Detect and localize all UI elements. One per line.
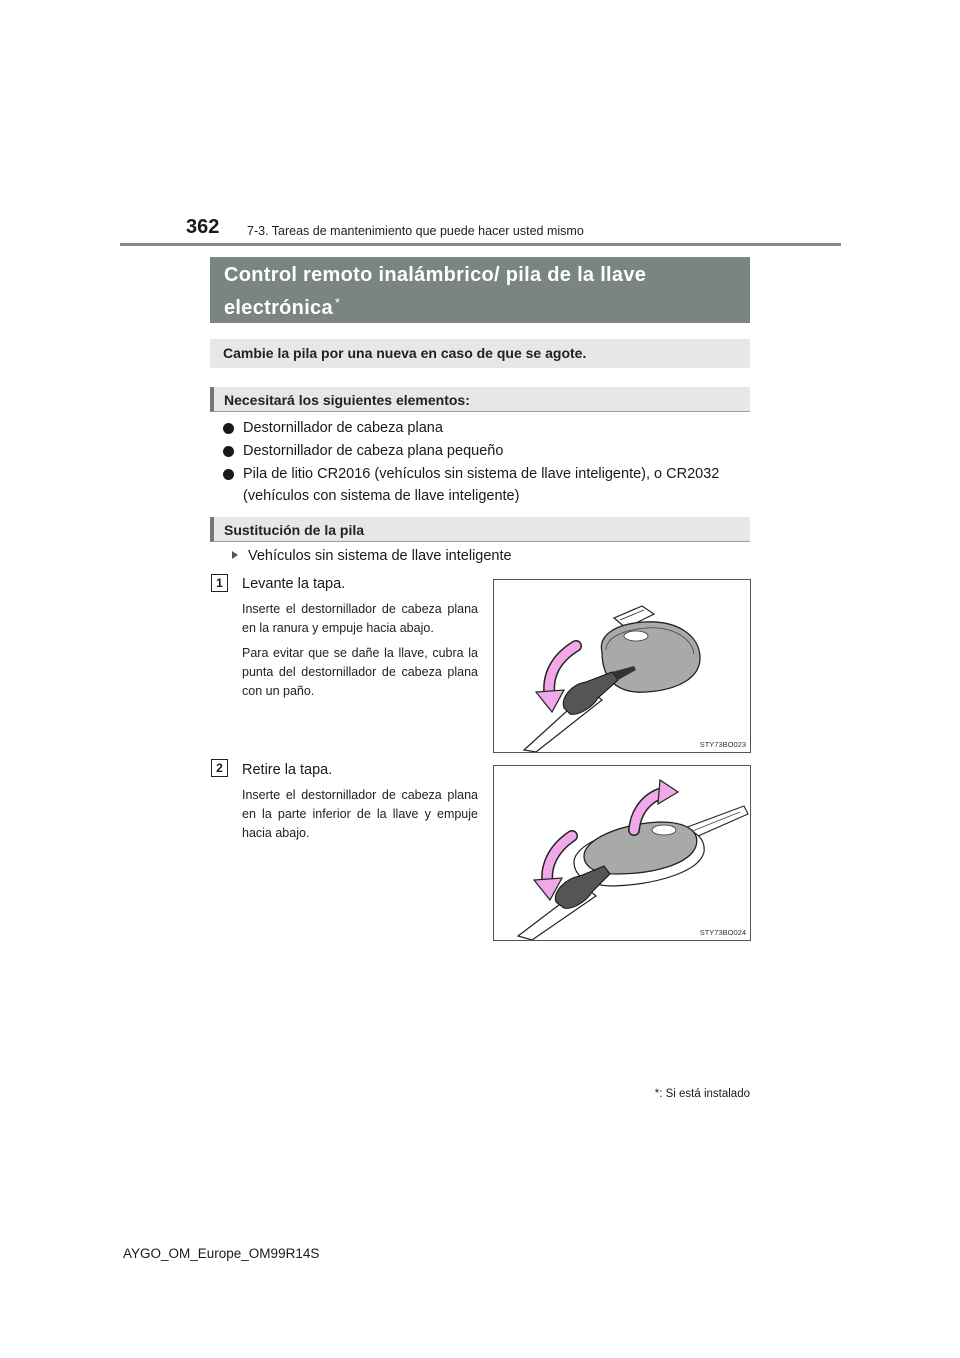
step-body-2 xyxy=(242,786,478,849)
list-item-text: Pila de litio CR2016 (vehículos sin sistema de llave inteligente), o CR2032 (vehículos con sistema de llave inteligente) xyxy=(243,466,720,504)
list-item-text: Destornillador de cabeza plana pequeño xyxy=(243,443,504,459)
list-item xyxy=(223,440,763,462)
figure-code: STY73BO024 xyxy=(699,928,746,937)
header-rule xyxy=(120,243,841,246)
page-number: 362 xyxy=(186,216,220,238)
step-body-1 xyxy=(242,600,478,707)
bullet-icon xyxy=(223,446,234,457)
figure-code: STY73BO023 xyxy=(699,740,746,749)
installed-marker: * xyxy=(334,295,341,310)
replacement-heading: Sustitución de la pila xyxy=(210,517,750,542)
step-paragraph: Para evitar que se dañe la llave, cubra la punta del destornillador de cabeza plana con un paño. xyxy=(242,646,478,698)
list-item xyxy=(223,463,763,507)
subheading-text: Vehículos sin sistema de llave inteligente xyxy=(248,548,512,564)
footer-document-id: AYGO_OM_Europe_OM99R14S xyxy=(123,1246,320,1261)
bullet-icon xyxy=(223,423,234,434)
section-title: 7-3. Tareas de mantenimiento que puede hacer usted mismo xyxy=(247,224,584,238)
figure-lift-cover xyxy=(493,579,751,753)
step-number-2: 2 xyxy=(211,759,228,777)
footnote-marker: * xyxy=(654,1088,660,1100)
list-item xyxy=(223,417,763,439)
list-item-text: Destornillador de cabeza plana xyxy=(243,420,443,436)
chapter-title xyxy=(224,262,744,322)
chapter-title-text: Control remoto inalámbrico/ pila de la llave electrónica xyxy=(224,264,647,319)
step-paragraph: Inserte el destornillador de cabeza plana en la parte inferior de la llave y empuje hacia abajo. xyxy=(242,788,478,840)
key-lift-illustration xyxy=(494,580,750,752)
needs-heading: Necesitará los siguientes elementos: xyxy=(210,387,750,412)
key-remove-illustration xyxy=(494,766,750,940)
replacement-subheading xyxy=(232,548,512,564)
step-title-2: Retire la tapa. xyxy=(242,762,333,778)
chapter-title-box xyxy=(210,257,750,323)
bullet-icon xyxy=(223,469,234,480)
needs-list xyxy=(223,417,763,508)
step-paragraph: Inserte el destornillador de cabeza plana en la ranura y empuje hacia abajo. xyxy=(242,602,478,635)
footnote xyxy=(655,1088,750,1100)
figure-remove-cover xyxy=(493,765,751,941)
triangle-icon xyxy=(232,551,238,559)
footnote-text: : Si está instalado xyxy=(659,1088,750,1100)
intro-bar: Cambie la pila por una nueva en caso de que se agote. xyxy=(210,339,750,368)
step-title-1: Levante la tapa. xyxy=(242,576,346,592)
step-number-1: 1 xyxy=(211,574,228,592)
